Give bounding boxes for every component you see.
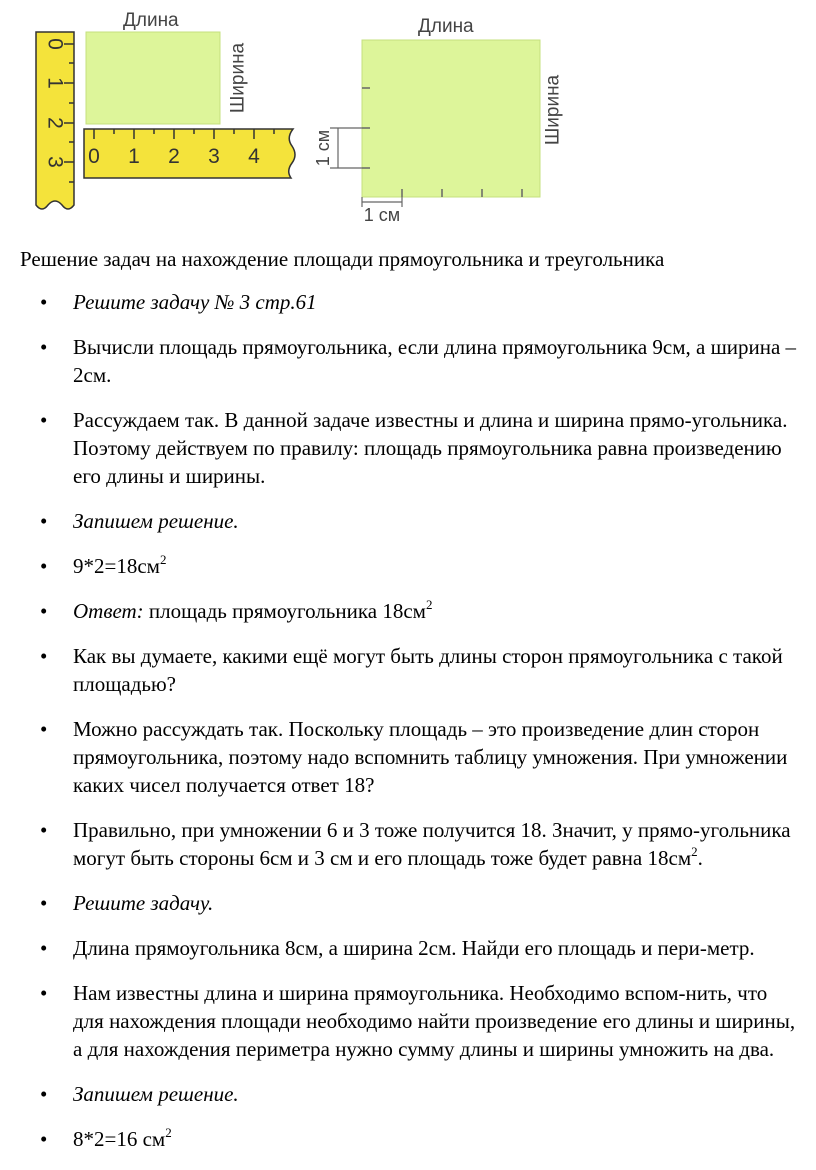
bullet-icon: • — [40, 981, 48, 1005]
item-text: 8*2=16 см — [73, 1127, 166, 1151]
bullet-icon: • — [40, 290, 48, 314]
item-italic: Ответ: — [73, 599, 144, 623]
bullet-icon: • — [40, 891, 48, 915]
horizontal-ruler-mark: 3 — [208, 145, 220, 168]
right-rectangle — [362, 40, 540, 197]
left-rectangle — [86, 32, 220, 124]
rectangle-measurement-illustration — [0, 0, 816, 240]
list-item — [0, 816, 816, 872]
bullet-icon: • — [40, 717, 48, 741]
item-italic: Запишем решение. — [73, 1082, 239, 1106]
bullet-icon: • — [40, 335, 48, 359]
illustration-svg — [0, 0, 816, 240]
list-item — [0, 288, 816, 316]
superscript: 2 — [691, 844, 698, 859]
solution-list — [0, 288, 816, 1170]
item-italic: Запишем решение. — [73, 509, 239, 533]
item-text: 9*2=18см — [73, 554, 160, 578]
item-text-end: . — [697, 846, 703, 870]
list-item — [0, 507, 816, 535]
item-text: Как вы думаете, какими ещё могут быть длины сторон прямоугольника с такой площадью? — [73, 644, 783, 696]
item-text: площадь прямоугольника 18см — [143, 599, 426, 623]
right-length-label: Длина — [418, 16, 474, 37]
horizontal-ruler-mark: 4 — [248, 145, 260, 168]
bullet-icon: • — [40, 509, 48, 533]
bullet-icon: • — [40, 818, 48, 842]
bullet-icon: • — [40, 936, 48, 960]
right-width-label: Ширина — [542, 74, 564, 146]
superscript: 2 — [425, 597, 433, 612]
item-text: Длина прямоугольника 8см, а ширина 2см. Найди его площадь и пери-метр. — [73, 936, 755, 960]
item-text: Правильно, при умножении 6 и 3 тоже получится 18. Значит, у прямо-угольника могут быть стороны 6см и 3 см и его площадь тоже будет равна 18см — [73, 818, 791, 870]
list-item — [0, 889, 816, 917]
list-item — [0, 979, 816, 1063]
list-item — [0, 552, 816, 580]
horizontal-ruler — [84, 129, 295, 178]
bullet-icon: • — [40, 554, 48, 578]
item-text: Рассуждаем так. В данной задаче известны и длина и ширина прямо-угольника. Поэтому действуем по правилу: площадь прямоугольника равна произведению его длины и ширины. — [73, 408, 788, 488]
bullet-icon: • — [40, 1127, 48, 1151]
vertical-ruler-mark: 1 — [43, 77, 67, 89]
horizontal-ruler-mark: 1 — [128, 145, 140, 168]
item-italic: Решите задачу № 3 стр.61 — [73, 290, 317, 314]
left-length-label: Длина — [123, 10, 179, 31]
list-item — [0, 333, 816, 389]
bullet-icon: • — [40, 599, 48, 623]
bullet-icon: • — [40, 1082, 48, 1106]
superscript: 2 — [159, 552, 167, 567]
section-intro: Решение задач на нахождение площади прямоугольника и треугольника — [20, 247, 665, 271]
horizontal-ruler-mark: 2 — [168, 145, 180, 168]
horizontal-ruler-mark: 0 — [88, 145, 100, 168]
vertical-ruler-mark: 2 — [43, 117, 67, 129]
vertical-unit-label: 1 см — [313, 129, 333, 167]
list-item — [0, 715, 816, 799]
bullet-icon: • — [40, 408, 48, 432]
item-text: Можно рассуждать так. Поскольку площадь – это произведение длин сторон прямоугольника, поэтому надо вспомнить таблицу умножения. При умножении каких чисел получается ответ 18? — [73, 717, 788, 797]
bullet-icon: • — [40, 644, 48, 668]
vertical-ruler-mark: 0 — [43, 38, 67, 50]
horizontal-unit-label: 1 см — [363, 205, 401, 225]
superscript: 2 — [165, 1125, 172, 1140]
list-item — [0, 597, 816, 625]
item-italic: Решите задачу. — [73, 891, 214, 915]
list-item — [0, 1125, 816, 1153]
item-text: Нам известны длина и ширина прямоугольника. Необходимо вспом-нить, что для нахождения площади необходимо найти произведение его длины и ширины, а для нахождения периметра нужно сумму длины и ширины умножить на два. — [73, 981, 796, 1061]
list-item — [0, 406, 816, 490]
vertical-ruler-mark: 3 — [43, 156, 67, 168]
vertical-unit-dimension — [330, 128, 362, 168]
list-item — [0, 1080, 816, 1108]
item-text: Вычисли площадь прямоугольника, если длина прямоугольника 9см, а ширина – 2см. — [73, 335, 797, 387]
list-item — [0, 642, 816, 698]
list-item — [0, 934, 816, 962]
left-width-label: Ширина — [227, 42, 249, 114]
